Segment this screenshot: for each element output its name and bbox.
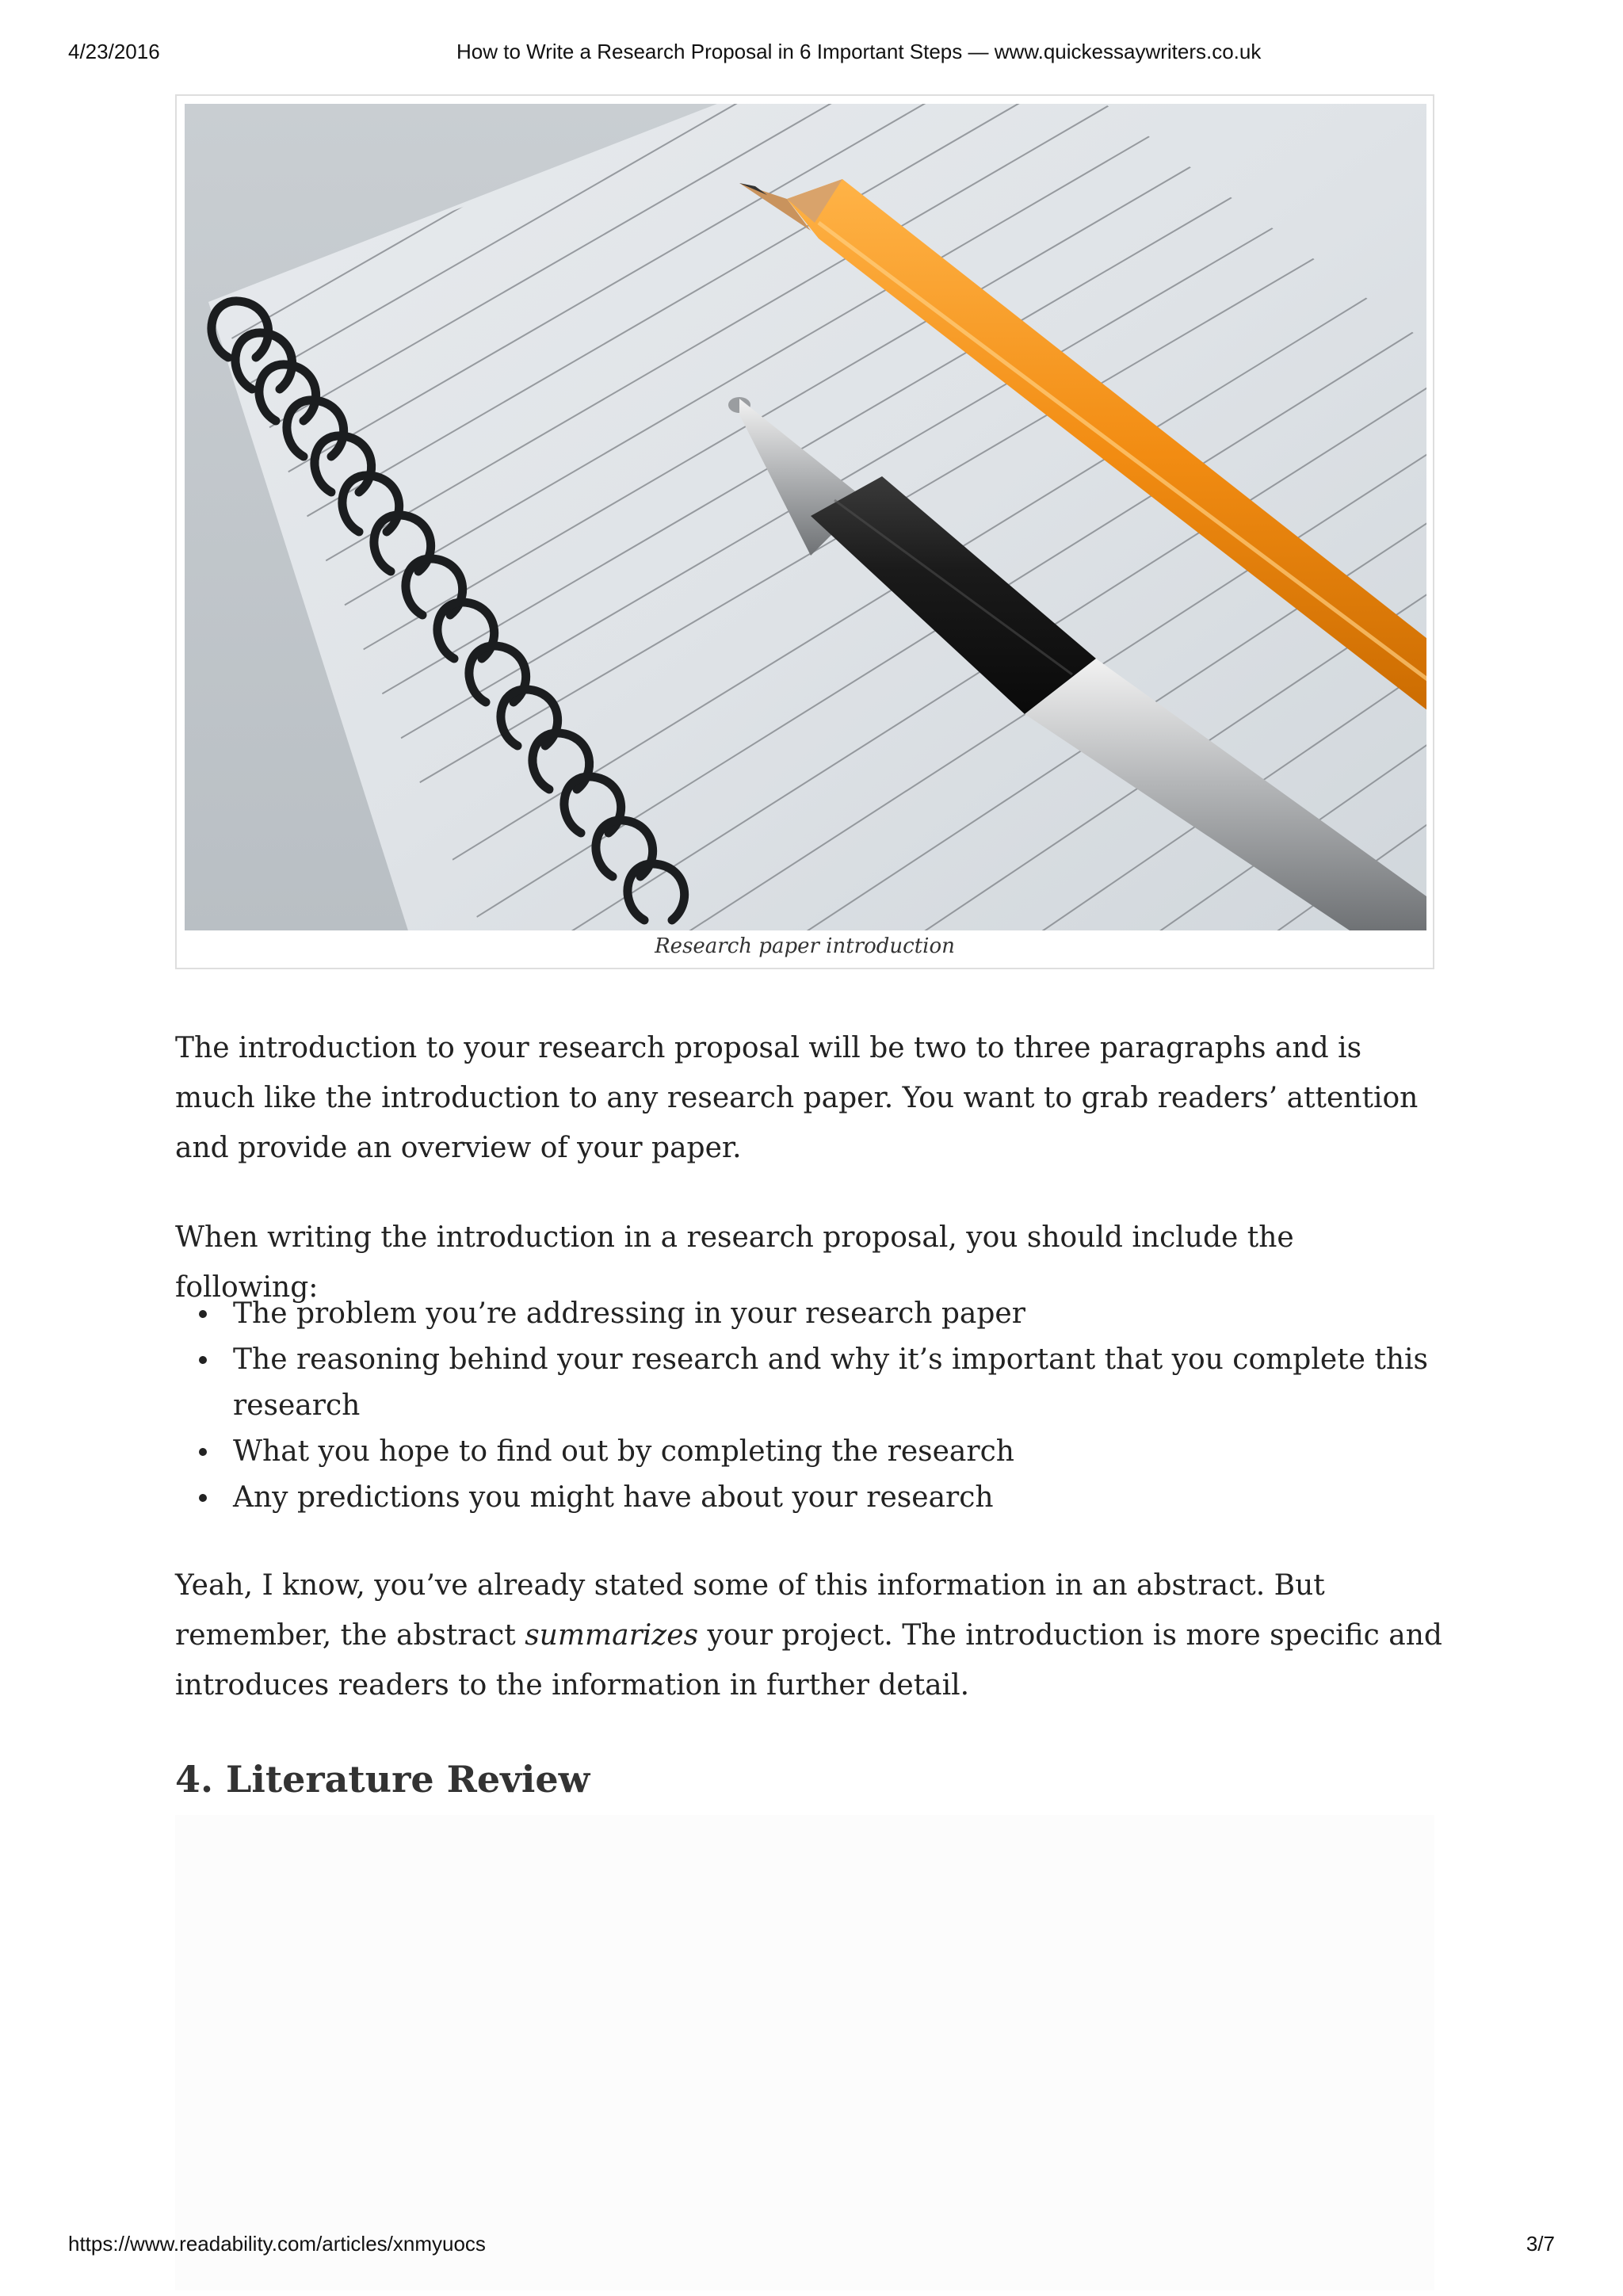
list-item-text: The problem you’re addressing in your research paper bbox=[233, 1297, 1025, 1330]
intro-paragraph-text: The introduction to your research proposal will be two to three paragraphs and is much like the introduction to any research paper. You want to grab readers’ attention and provide an overview of your paper. bbox=[175, 1032, 1419, 1164]
bullet-icon bbox=[199, 1356, 207, 1364]
print-page-title: How to Write a Research Proposal in 6 Important Steps — www.quickessaywriters.co.uk bbox=[456, 40, 1262, 63]
list-item bbox=[175, 1291, 1443, 1337]
print-source-url: https://www.readability.com/articles/xnmyuocs bbox=[68, 2232, 486, 2256]
list-item-text: What you hope to find out by completing the research bbox=[233, 1435, 1014, 1468]
list-item-text: Any predictions you might have about your research bbox=[233, 1481, 994, 1514]
blank-figure-area bbox=[175, 1815, 1434, 2290]
notebook-pen-pencil-photo bbox=[185, 104, 1426, 930]
print-header bbox=[68, 40, 1555, 71]
bullet-icon bbox=[199, 1310, 207, 1318]
list-item-text: The reasoning behind your research and why it’s important that you complete this research bbox=[233, 1343, 1428, 1422]
list-lead-text: When writing the introduction in a research proposal, you should include the following: bbox=[175, 1221, 1294, 1304]
bullet-icon bbox=[199, 1494, 207, 1502]
intro-paragraph bbox=[175, 1023, 1443, 1173]
list-item bbox=[175, 1475, 1443, 1521]
bullet-icon bbox=[199, 1448, 207, 1456]
list-item bbox=[175, 1429, 1443, 1475]
article-figure bbox=[175, 94, 1434, 969]
figure-caption: Research paper introduction bbox=[655, 934, 955, 958]
closing-text-end: your project. The introduction is more specific and introduces readers to the information in further detail. bbox=[175, 1619, 1442, 1702]
section-heading: 4. Literature Review bbox=[175, 1758, 590, 1801]
list-item bbox=[175, 1337, 1443, 1429]
closing-text-emphasis: summarizes bbox=[525, 1619, 699, 1652]
closing-paragraph bbox=[175, 1561, 1443, 1710]
closing-text-start: Yeah, I know, you’ve already stated some of this information in an abstract. But remember, the abstract bbox=[175, 1569, 1325, 1652]
print-date: 4/23/2016 bbox=[68, 40, 160, 63]
print-page-number: 3/7 bbox=[1526, 2232, 1555, 2256]
print-footer bbox=[68, 2232, 1555, 2264]
closing-paragraph-text bbox=[175, 1561, 1443, 1710]
introduction-checklist bbox=[175, 1291, 1443, 1521]
